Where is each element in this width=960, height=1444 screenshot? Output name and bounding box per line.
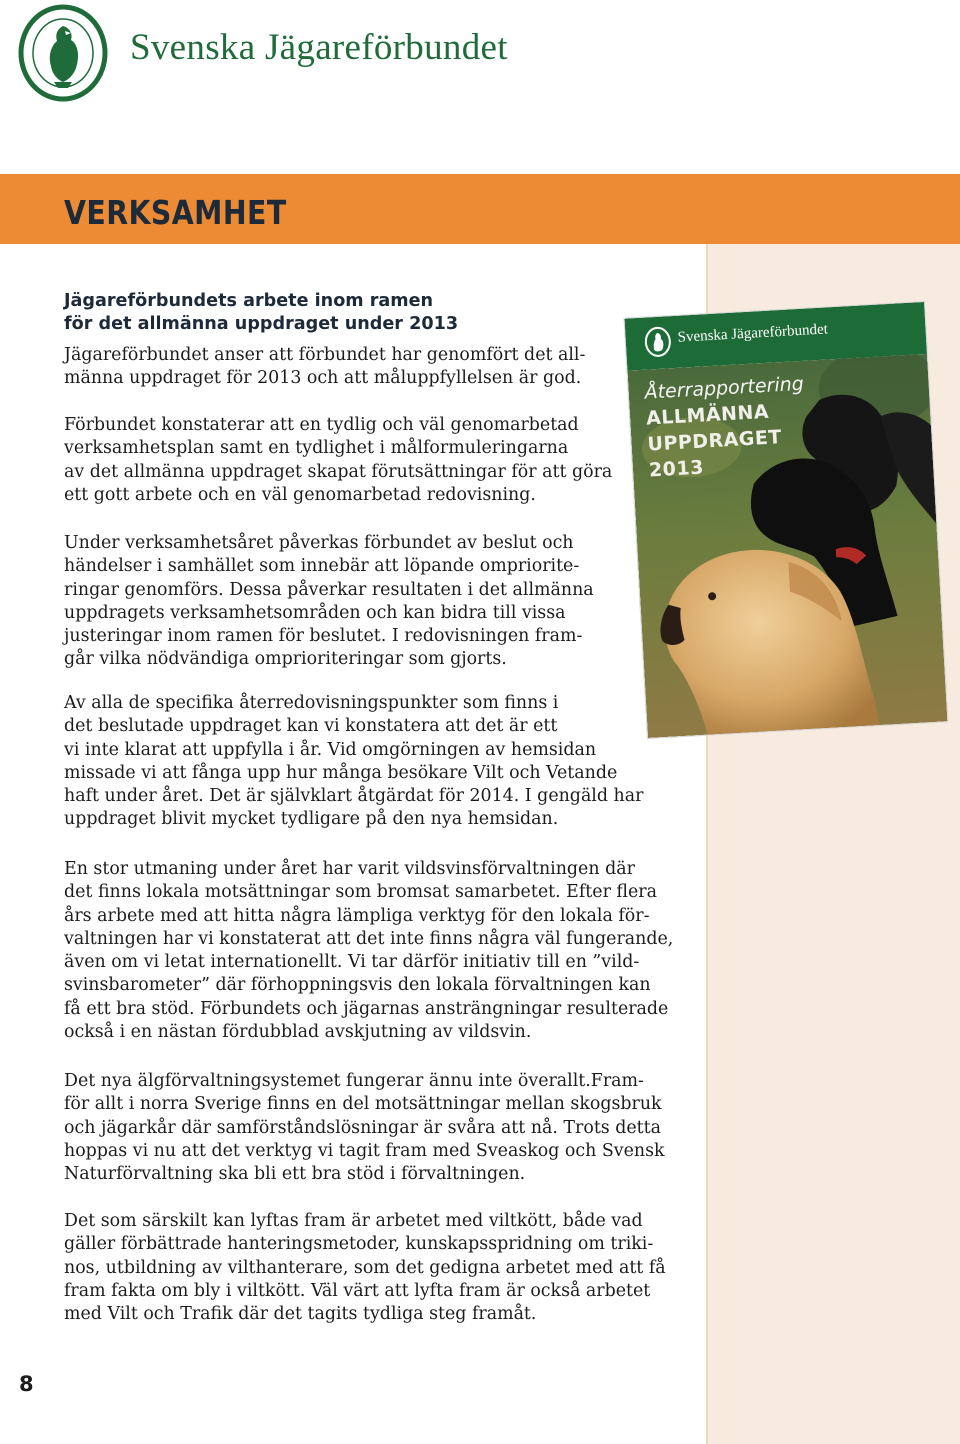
text-line: haft under året. Det är självklart åtgärdat för 2014. I gengäld har	[64, 786, 644, 807]
text-line: också i en nästan fördubblad avskjutning av vildsvin.	[64, 1022, 532, 1043]
cover-card	[625, 302, 948, 738]
text-line: gäller förbättrade hanteringsmetoder, kunskapsspridning om triki-	[64, 1234, 654, 1255]
paragraph-3	[64, 532, 664, 672]
text-line: års arbete med att hitta några lämpliga verktyg för den lokala för-	[64, 905, 650, 926]
cover-title-line-2: UPPDRAGET	[646, 426, 783, 456]
text-line: det finns lokala motsättningar som bromsat samarbetet. Efter flera	[64, 882, 657, 903]
text-line: Det som särskilt kan lyftas fram är arbetet med viltkött, både vad	[64, 1211, 643, 1231]
text-line: Naturförvaltning ska bli ett bra stöd i förvaltningen.	[64, 1164, 526, 1185]
text-line: verksamhetsplan samt en tydlighet i målformuleringarna	[64, 438, 569, 459]
text-line: Det nya älgförvaltningsystemet fungerar ännu inte överallt.Fram-	[64, 1071, 644, 1091]
text-line: justeringar inom ramen för beslutet. I redovisningen fram-	[64, 626, 583, 647]
cover-title-line-3: 2013	[648, 456, 705, 482]
text-line: det beslutade uppdraget kan vi konstatera att det är ett	[64, 716, 558, 737]
section-title: VERKSAMHET	[64, 193, 287, 232]
cover-org-name: Svenska Jägareförbundet	[677, 321, 829, 346]
eagle-seal-icon	[18, 4, 108, 102]
text-line: går vilka nödvändiga omprioriteringar som gjorts.	[64, 649, 507, 670]
text-line: Förbundet konstaterar att en tydlig och väl genomarbetad	[64, 415, 579, 435]
page-number: 8	[19, 1372, 34, 1396]
paragraph-4	[64, 692, 664, 832]
cover-text	[627, 354, 947, 738]
text-line: Under verksamhetsåret påverkas förbundet av beslut och	[64, 533, 574, 553]
text-line: med Vilt och Trafik där det tagits tydliga steg framåt.	[64, 1304, 537, 1325]
text-line: nos, utbildning av vilthanterare, som det gedigna arbetet med att få	[64, 1257, 666, 1278]
text-line: uppdragets verksamhetsområden och kan bidra till vissa	[64, 602, 566, 623]
text-line: ett gott arbete och en väl genomarbetad redovisning.	[64, 484, 536, 505]
text-line: uppdraget blivit mycket tydligare på den nya hemsidan.	[64, 809, 559, 830]
article-heading	[64, 290, 664, 337]
heading-line: för det allmänna uppdraget under 2013	[64, 314, 459, 335]
section-band	[0, 174, 960, 244]
org-title: Svenska Jägareförbundet	[130, 27, 508, 68]
text-line: Av alla de specifika återredovisningspunkter som finns i	[64, 693, 559, 713]
heading-line: Jägareförbundets arbete inom ramen	[64, 291, 434, 311]
cover-title-line-1: ALLMÄNNA	[645, 400, 770, 430]
paragraph-2	[64, 414, 664, 507]
text-line: händelser i samhället som innebär att löpande omprioritе-	[64, 556, 580, 577]
paragraph-5	[64, 858, 674, 1044]
text-line: missade vi att fånga upp hur många besökare Vilt och Vetande	[64, 762, 618, 783]
text-line: En stor utmaning under året har varit vildsvinsförvaltningen där	[64, 859, 635, 879]
text-line: svinsbarometer” där förhoppningsvis den lokala förvaltningen kan	[64, 975, 651, 996]
paragraph-7	[64, 1210, 664, 1326]
paragraph-6	[64, 1070, 664, 1186]
cover-subtitle: Återrapportering	[644, 372, 805, 404]
paragraph-1	[64, 344, 664, 391]
text-line: av det allmänna uppdraget skapat förutsättningar för att göra	[64, 461, 613, 482]
text-line: männa uppdraget för 2013 och att måluppfyllelsen är god.	[64, 368, 582, 389]
text-line: vi inte klarat att uppfylla i år. Vid omgörningen av hemsidan	[64, 739, 597, 760]
text-line: hoppas vi nu att det verktyg vi tagit fram med Sveaskog och Svensk	[64, 1140, 665, 1161]
text-line: fram fakta om bly i viltkött. Väl värt att lyfta fram är också arbetet	[64, 1280, 651, 1301]
text-line: få ett bra stöd. Förbundets och jägarnas ansträngningar resulterade	[64, 998, 669, 1019]
text-line: även om vi letat internationellt. Vi tar därför initiativ till en ”vild-	[64, 952, 640, 973]
text-line: ringar genomförs. Dessa påverkar resultaten i det allmänna	[64, 579, 594, 600]
report-cover	[622, 300, 942, 740]
text-line: Jägareförbundet anser att förbundet har genomfört det all-	[64, 345, 586, 365]
text-line: för allt i norra Sverige finns en del motsättningar mellan skogsbruk	[64, 1094, 662, 1115]
text-line: och jägarkår där samförståndslösningar är svåra att nå. Trots detta	[64, 1117, 662, 1138]
text-line: valtningen har vi konstaterat att det inte finns några väl fungerande,	[64, 928, 674, 949]
